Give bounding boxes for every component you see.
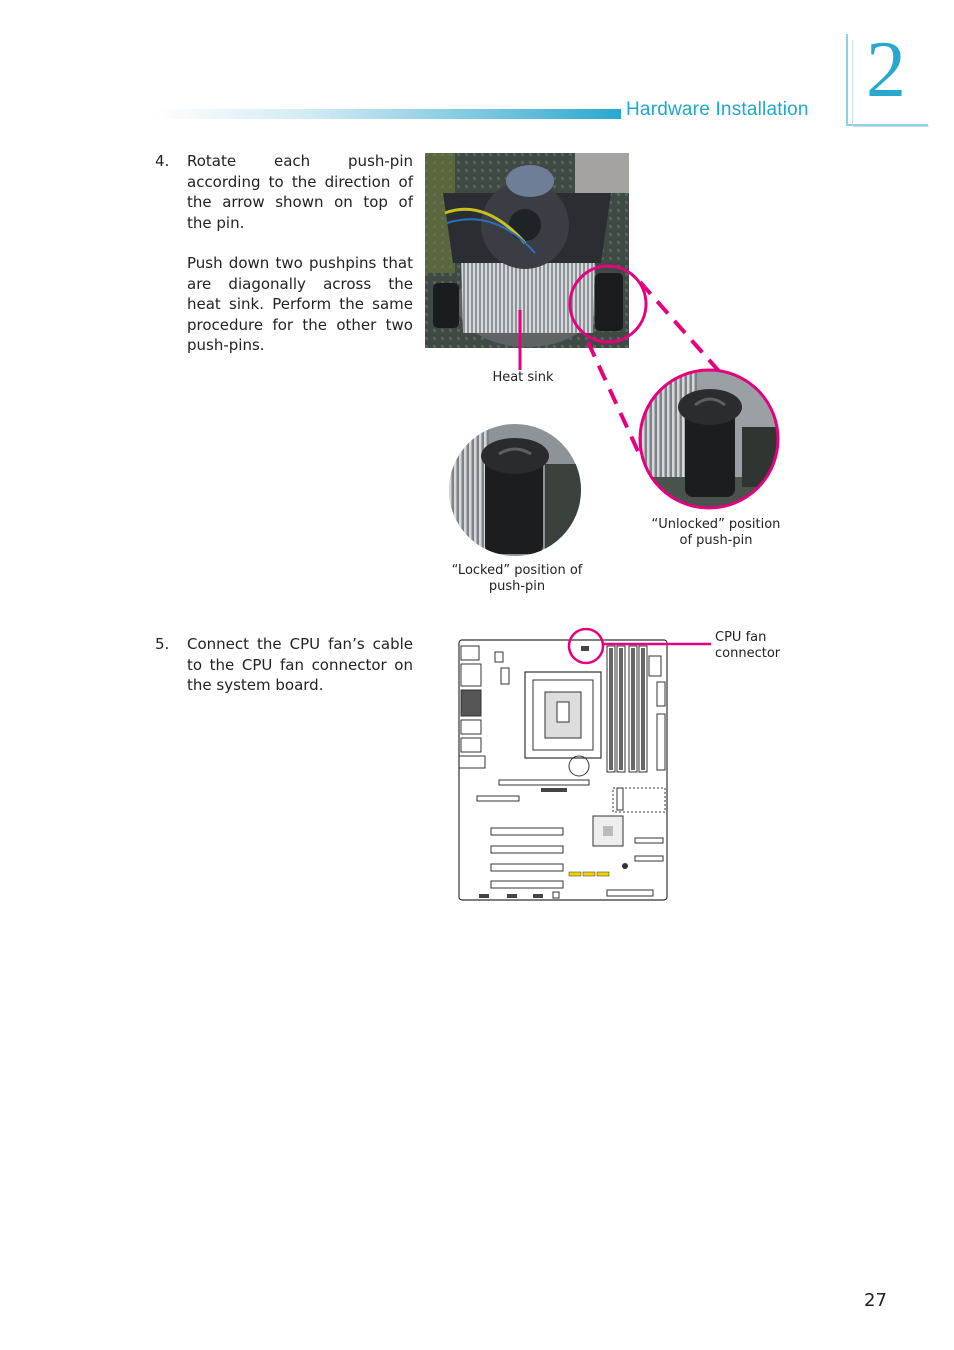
locked-caption-line: “Locked” position of [451, 563, 583, 578]
cpu-fan-caption-line: CPU fan [715, 630, 767, 645]
heat-sink-pointer [515, 310, 525, 372]
locked-pushpin-photo [449, 424, 581, 556]
unlocked-caption-line: “Unlocked” position [651, 517, 781, 532]
step-paragraph: Push down two pushpins that are diagonally across the heat sink. Perform the same procedure for the other two push-pins. [187, 254, 413, 354]
page-number: 27 [864, 1290, 887, 1311]
step-number: 5. [155, 635, 170, 653]
locked-caption [438, 563, 596, 595]
section-title: Hardware Installation [626, 99, 809, 120]
heat-sink-caption: Heat sink [492, 370, 554, 385]
locked-caption-line: push-pin [488, 579, 546, 594]
step-5 [155, 634, 413, 716]
unlocked-caption-line: of push-pin [679, 533, 753, 548]
system-board-diagram [457, 638, 669, 902]
cpu-fan-caption-line: connector [715, 646, 781, 661]
step-4 [155, 151, 413, 376]
unlocked-pushpin-photo [637, 367, 781, 511]
cpu-fan-pointer [566, 624, 712, 668]
cpu-fan-caption [715, 630, 805, 662]
chapter-number: 2 [866, 26, 906, 114]
step-paragraph: Connect the CPU fan’s cable to the CPU fan connector on the system board. [187, 635, 413, 694]
unlocked-caption [640, 517, 792, 549]
step-paragraph: Rotate each push-pin according to the direction of the arrow shown on top of the pin. [187, 152, 413, 232]
step-number: 4. [155, 152, 170, 170]
header-gradient-bar [155, 109, 621, 119]
